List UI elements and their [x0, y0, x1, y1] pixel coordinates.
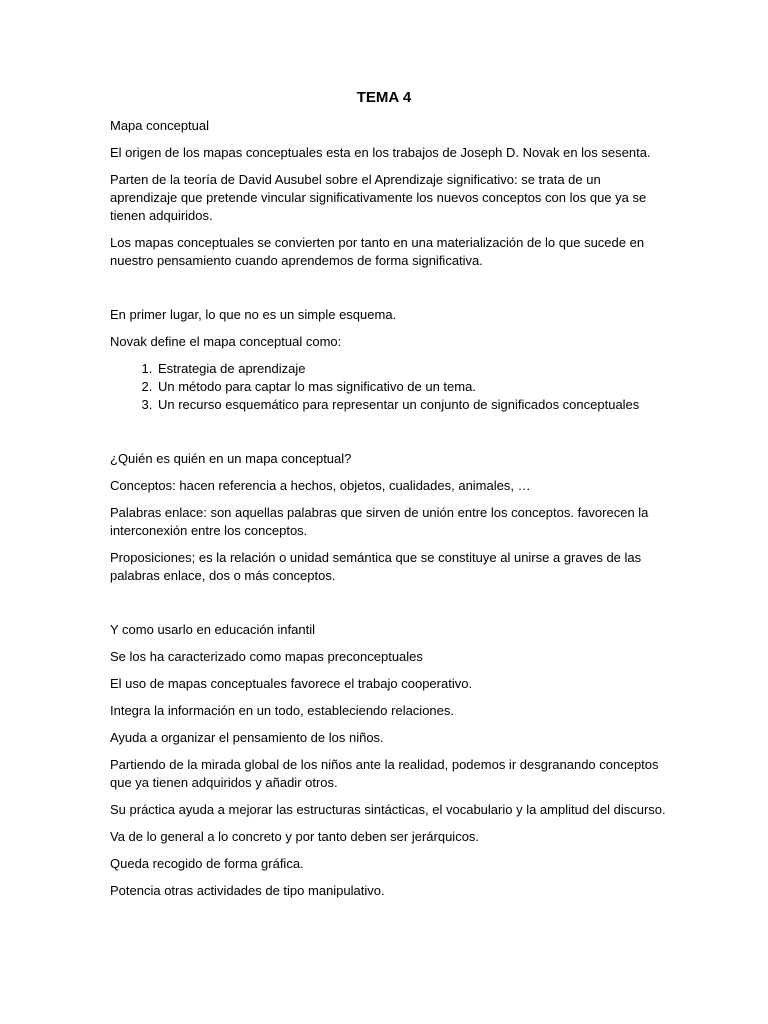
- section-heading: Y como usarlo en educación infantil: [110, 622, 315, 637]
- paragraph: Va de lo general a lo concreto y por tanto deben ser jerárquicos.: [110, 829, 480, 844]
- paragraph: El uso de mapas conceptuales favorece el trabajo cooperativo.: [110, 676, 473, 691]
- section-heading: ¿Quién es quién en un mapa conceptual?: [110, 451, 352, 466]
- paragraph: Potencia otras actividades de tipo manipulativo.: [110, 883, 385, 898]
- paragraph: En primer lugar, lo que no es un simple esquema.: [110, 307, 397, 322]
- spacer: [110, 594, 670, 621]
- subtitle: Mapa conceptual: [110, 118, 210, 133]
- list-item: 2. Un método para captar lo mas significativo de un tema.: [156, 378, 670, 396]
- paragraph: Palabras enlace: son aquellas palabras que sirven de unión entre los conceptos. favorecen la interconexión entre los conceptos.: [110, 505, 649, 538]
- paragraph: Se los ha caracterizado como mapas preconceptuales: [110, 649, 423, 664]
- paragraph: Su práctica ayuda a mejorar las estructuras sintácticas, el vocabulario y la amplitud del discurso.: [110, 802, 666, 817]
- paragraph: Partiendo de la mirada global de los niños ante la realidad, podemos ir desgranando conceptos que ya tienen adquiridos y añadir otros.: [110, 757, 659, 790]
- paragraph: Los mapas conceptuales se convierten por tanto en una materialización de lo que sucede en nuestro pensamiento cuando aprendemos de forma significativa.: [110, 235, 645, 268]
- document-title: TEMA 4: [356, 89, 412, 106]
- paragraph: Conceptos: hacen referencia a hechos, objetos, cualidades, animales, …: [110, 478, 531, 493]
- paragraph: Parten de la teoría de David Ausubel sobre el Aprendizaje significativo: se trata de un aprendizaje que pretende vincular significativamente los nuevos conceptos con los que ya se tienen adquiridos.: [110, 172, 647, 223]
- numbered-list: [110, 360, 670, 414]
- paragraph: Integra la información en un todo, estableciendo relaciones.: [110, 703, 454, 718]
- spacer: [110, 423, 670, 450]
- paragraph: Ayuda a organizar el pensamiento de los niños.: [110, 730, 384, 745]
- list-item: 1. Estrategia de aprendizaje: [156, 360, 670, 378]
- list-item: 3. Un recurso esquemático para representar un conjunto de significados conceptuales: [156, 396, 670, 414]
- paragraph: El origen de los mapas conceptuales esta en los trabajos de Joseph D. Novak en los sesenta.: [110, 145, 651, 160]
- paragraph: Queda recogido de forma gráfica.: [110, 856, 304, 871]
- spacer: [110, 279, 670, 306]
- paragraph: Novak define el mapa conceptual como:: [110, 334, 342, 349]
- document-body: [110, 89, 670, 909]
- paragraph: Proposiciones; es la relación o unidad semántica que se constituye al unirse a graves de las palabras enlace, dos o más conceptos.: [110, 550, 642, 583]
